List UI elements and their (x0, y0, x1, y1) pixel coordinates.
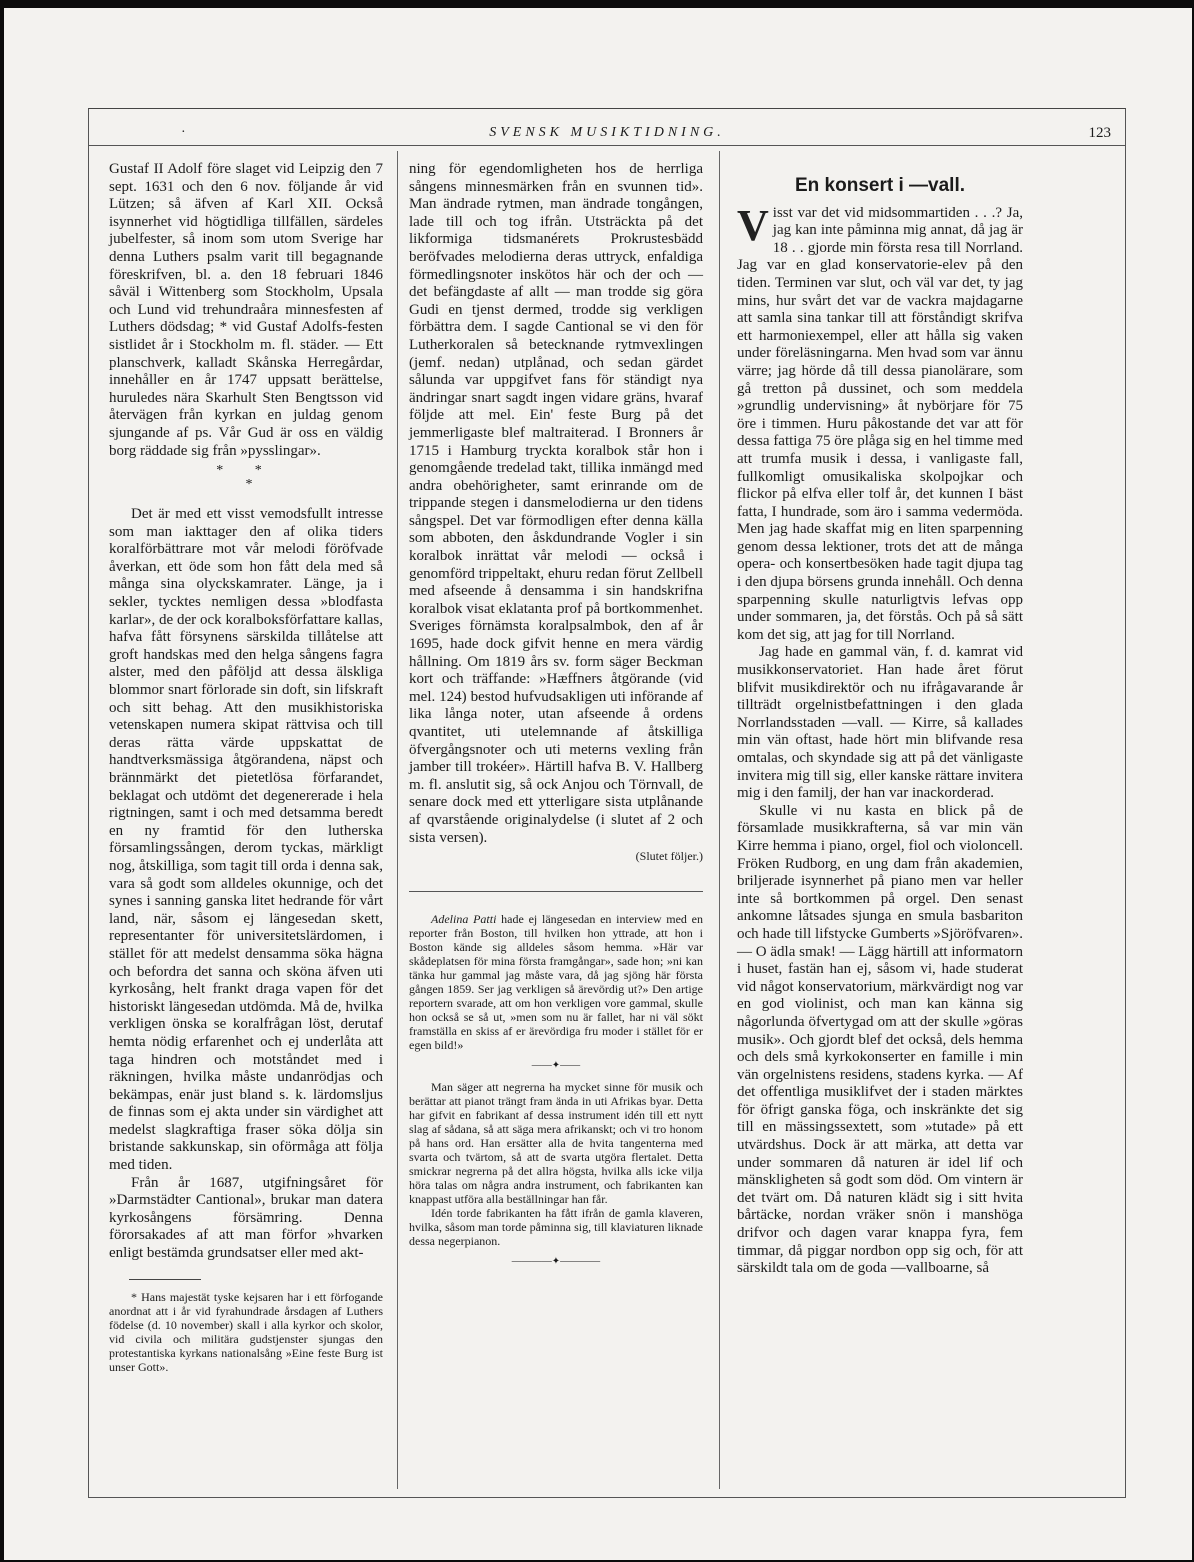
footnote: * Hans majestät tyske kejsaren har i ett förfogande anordnat att i år vid fyrahundrade årsdagen af Luthers födelse (d. 10 november) skall i alla kyrkor och skolor, vid civila och militära gudstjenster sjungas den protestantiska kyrkans nationalsång »Eine feste Burg ist unser Gott». (109, 1289, 383, 1374)
patti-paragraph (409, 912, 703, 1052)
konsert-paragraph-1: Visst var det vid midsommartiden . . .? Ja, jag kan inte påminna mig annat, då jag är 18 . . gjorde min första resa till Norrland. Jag var en glad konservatorie-elev på den tiden. Terminen var slut, och väl var det, ty jag mins, hur svårt det var de vackra majdagarne att samla sina tankar till att förståndigt skrifva ett harmoniexempel, eller att hålla sig vaken under föreläsningarna. Men hvad som var ännu värre; jag hörde då till dessa pianolärare, som gå tretton på dussinet, och som meddela »grundlig undervisning» åt nybörjare för 75 öre i timmen. Huru påkostande det var att för dessa fattiga 75 öre plåga sig en hel timme med att trumfa musik i dessa, i vanligaste fall, fullkomligt omusikaliska skolpojkar och flickor på elfva eller tolf år, det kunnen I bäst fatta, I hundrade, som äro i samma vedermöda. Men jag hade skaffat mig en liten sparpenning genom dessa lektioner, trots det att de många opera- och konsertbesöken hade tagit djupa tag i den djupa börsens grunda innehåll. Och denna sparpenning skulle naturligtvis lefvas opp under sommaren, ja, det förstås. Och på så sätt kom det sig, att jag for till Norrland. (737, 200, 1023, 643)
newspaper-page (4, 8, 1192, 1560)
luther-psalm-paragraph: Gustaf II Adolf före slaget vid Leipzig den 7 sept. 1631 och den 6 nov. följande år vid Lützen; så äfven af Karl XII. Också isynnerhet vid högtidliga tillfällen, särdeles jubelfester, så inom som utom Sverige har denna Luthers psalm varit till begagnande föreskrifven, bl. a. den 18 februari 1846 såväl i Wittenberg som Stockholm, Upsala och Lund vid trehundraåra minnesfesten af Luthers dödsdag; * vid Gustaf Adolfs-festen sistlidet år i Stockholm m. fl. städer. — Ett planschverk, kalladt Skånska Herregårdar, innehåller en år 1747 uppsatt berättelse, huruledes nära Skarhult Sten Bengtsson vid återvägen från kyrkan en juldag genom sjungande af ps. Vår Gud är oss en väldig borg räddade sig från »pysslingar». (109, 161, 383, 459)
konsert-paragraph-2: Jag hade en gammal vän, f. d. kamrat vid musikkonservatoriet. Han hade året förut blifvit musikdirektör och nu ifrågavarande år tillträdt orgelnistbefattningen i den glada Norrlandsstaden —vall. — Kirre, så kallades min vän oftast, hade hört min blifvande resa omtalas, och skyndade sig att på det vänligaste invitera mig till sig, eller kanske rättare invitera mig i den familj, der han var inackorderad. (737, 644, 1023, 802)
chorale-paragraph: Det är med ett visst vemodsfullt intresse som man iakttager den af olika tiders koralförbättrare mot vår melodi föröfvade åverkan, ett öde som hon fått dela med så många sina olyckskamrater. Länge, ja i sekler, tycktes nemligen dessa »blodfasta karlar», de der ock koralboksförfattare kallas, hafva fått försynens särskilda tillåtelse att groft handskas med den helga sångens fagra alster, med den påföljd att dessa älskliga blommor snart förlorade sin doft, sin lifskraft och sitt behag. Att den musikhistoriska vetenskapen numera skipat rättvisa och till deras rätta värde uppskattat de handtverksmässiga åtgörandena, näpst och brännmärkt det pietetlösa förfarandet, beklagat och utdömt det degenererade i hela rigtningen, samt i och med detsamma beredt en ny framtid för den lutherska församlingssången, derom tyckas, märkligt nog, åtskilliga, som tagit till orda i denna sak, vara så godt som alldeles okunnige, och det synes i sanning ganska litet hedrande för vårt land, när, såsom ej längesedan skett, representanter för universitetslärdomen, i stället för att medelst densamma söka hägna och befordra det sanna och sköna äfven uti kyrkosång, helt frankt draga vapen för det historiskt längesedan utdömda. Må de, hvilka verkligen önska se koralfrågan löst, derutaf hemta nödig erfarenhet och ej underlåta att taga hindren och motståndet med i räkningen, hvilka måste undanrödjas och bekämpas, enär just bland s. k. lärdomsljus de finnas som ej akta under sin värdighet att medelst slagkraftiga fraser söka dölja sin bristande sakkunskap, sin oförmåga att följa med tiden. (109, 506, 383, 1174)
column-1 (109, 161, 383, 1374)
header-rule (89, 145, 1125, 146)
chorale-continued-paragraph: ning för egendomligheten hos de herrliga sångens minnesmärken från en svunnen tid». Man ändrade rytmen, man ändrade tongången, lade till och tog ifrån. Utsträckta på det likformiga tidsmanérets Prokrustesbädd beröfvades melodierna deras uttryck, enfaldiga förmedlingsnoter inskötos här och der och — det befängdaste af allt — man trodde sig göra Gudi en tjenst dermed, trodde sig verkligen förbättra dem. I sagde Cantional se vi den för Lutherkoralen så betecknande rytmvexlingen (jemf. nedan) utplånad, och sedan gärdet sålunda var uppgifvet fans för ständigt nya ändringar snart sagdt ingen vidare gräns, hvaraf följde att mel. Ein' feste Burg på det jemmerligaste blef maltraiterad. I Bronners år 1715 i Hamburg tryckta koralbok står hon i genomgående tredelad takt, tillika inmängd med andra obehörigheter, samt erinrande om de trippande stegen i dansmelodierna ur den tidens sångspel. Det var förmodligen efter denna källa som abboten, den åskdundrande Vogler i sin koralbok inrättat vår melodi — också i genomförd trippeltakt, ehuru redan förut Zellbell med afseende å densamma i sin handskrifna koralbok visat eklatanta prof på bortkommenhet. Sveriges förnämsta koralpsalmbok, den af år 1695, hade dock gifvit henne en mera värdig hållning. Om 1819 års sv. form säger Beckman kort och träffande: »Hæffners åtgörande (vid mel. 124) bestod hufvudsakligen uti införande af lika långa noter, utan afseende å ordens qvantitet, uti utelemnande af åtskilliga öfvergångsnoter och uti meterns vexling från jamber till trokéer». Härtill hafva B. V. Hallberg m. fl. anslutit sig, så ock Anjou och Törnvall, de senare dock med ett ytterligare sista utplånande af qvarstående originalydelse (i slutet af 2 och sista versen). (409, 161, 703, 846)
article-separator (409, 891, 703, 892)
column-rule-2 (719, 151, 720, 1489)
column-2 (409, 161, 703, 1276)
page-frame (88, 108, 1126, 1498)
continued-note: (Slutet följer.) (635, 849, 703, 864)
column-3 (737, 161, 1023, 1278)
footnote-rule (129, 1279, 201, 1280)
header-dot: · (181, 125, 186, 140)
section-stars: * * * (109, 464, 383, 492)
column-rule-1 (397, 151, 398, 1489)
drop-cap: V (737, 200, 769, 250)
running-header (89, 123, 1125, 143)
patti-text: hade ej längesedan en interview med en reporter från Boston, till hvilken hon yttrade, att hon i Boston kände sig alldeles såsom hemma. »Här var skådeplatsen för mina första framgångar», sade hon; »ni kan tänka hur gammal jag måste vara, då jag sjöng här första gången 1859. Ser jag verkligen så ärevördig ut?» Den artige reportern svarade, att om hon verkligen vore gammal, skulle hon också se så ut, »men som nu är fallet, har ni väl sökt framställa en skiss af er ärevördiga fru moder i stället för er egen bild!» (409, 912, 704, 1053)
piano-paragraph-2: Idén torde fabrikanten ha fått ifrån de gamla klaveren, hvilka, såsom man torde påminna sig, till klaviaturen liknade dessa negerpianon. (409, 1206, 703, 1249)
darmstadt-paragraph: Från år 1687, utgifningsåret för »Darmstädter Cantional», brukar man datera kyrkosångens försämring. Denna förorsakades af att man förfor »hvarken enligt bestämda grundsatser eller med akt- (109, 1174, 383, 1262)
end-ornament-divider: ————✦———— (511, 1256, 601, 1268)
section-star-mid: * (245, 477, 267, 493)
article-heading: En konsert i —vall. (795, 175, 965, 196)
piano-paragraph-1: Man säger att negrerna ha mycket sinne för musik och berättar att pianot trängt fram ända in uti Afrikas byar. Detta har gifvit en fabrikant af dessa instrument idén till ett nytt slag af sådana, så att säga mera afrikanskt; och vi tro honom på hans ord. Han ersätter alla de hvita tangenterna med svarta och tvärtom, så att de svarta utgöra flertalet. Detta smickrar negrerna på det allra högsta, hvilka alls icke vilja höra talas om några andra instrument, och fabrikanten kan knappast utföra alla beställningar han får. (409, 1080, 703, 1207)
konsert-paragraph-3: Skulle vi nu kasta en blick på de församlade musikkrafterna, så var min vän Kirre hemma i piano, orgel, fiol och violoncell. Fröken Rudborg, en ung dam från akademien, briljerade isynnerhet på piano men var heller inte så bortkommen på orgel. Den senast ankomne låtsades sjunga en smula basbariton och hade till lifstycke Gumberts »Sjöröfvaren». — O ädla smak! — Lägg härtill att informatorn i huset, fastän han ej, såsom vi, hade studerat vid något konservatorium, märkvärdigt nog var en god violinist, och man kan känna sig någorlunda öfvertygad om att der skulle »göras musik». Och gjordt blef det också, dels hemma och dels små kyrkokonserter en famille i min vän orgelnistens residens, stadens kyrka. — Af det offentliga musiklifvet der i staden märktes för öfrigt ganska föga, och inskränkte det sig till en mässingssextett, som »tutade» på ett utvärdshus. Dock är att märka, att detta var under sommaren då naturen är idel lif och mänskligheten så godt som död. Om vintern är det tvärt om. Då naturen klädt sig i sitt hvita bårtäcke, nordan vräker snön i manshöga drifvor och dagen varar knappa fyra, fem timmar, då piggar nordbon opp sig och, för att särskildt tala om de goda —vallboarne, så (737, 802, 1023, 1277)
ornament-divider: ——✦—— (531, 1060, 581, 1072)
page-number: 123 (1088, 125, 1111, 141)
patti-name: Adelina Patti (431, 912, 497, 927)
publication-title: SVENSK MUSIKTIDNING. (489, 125, 725, 140)
